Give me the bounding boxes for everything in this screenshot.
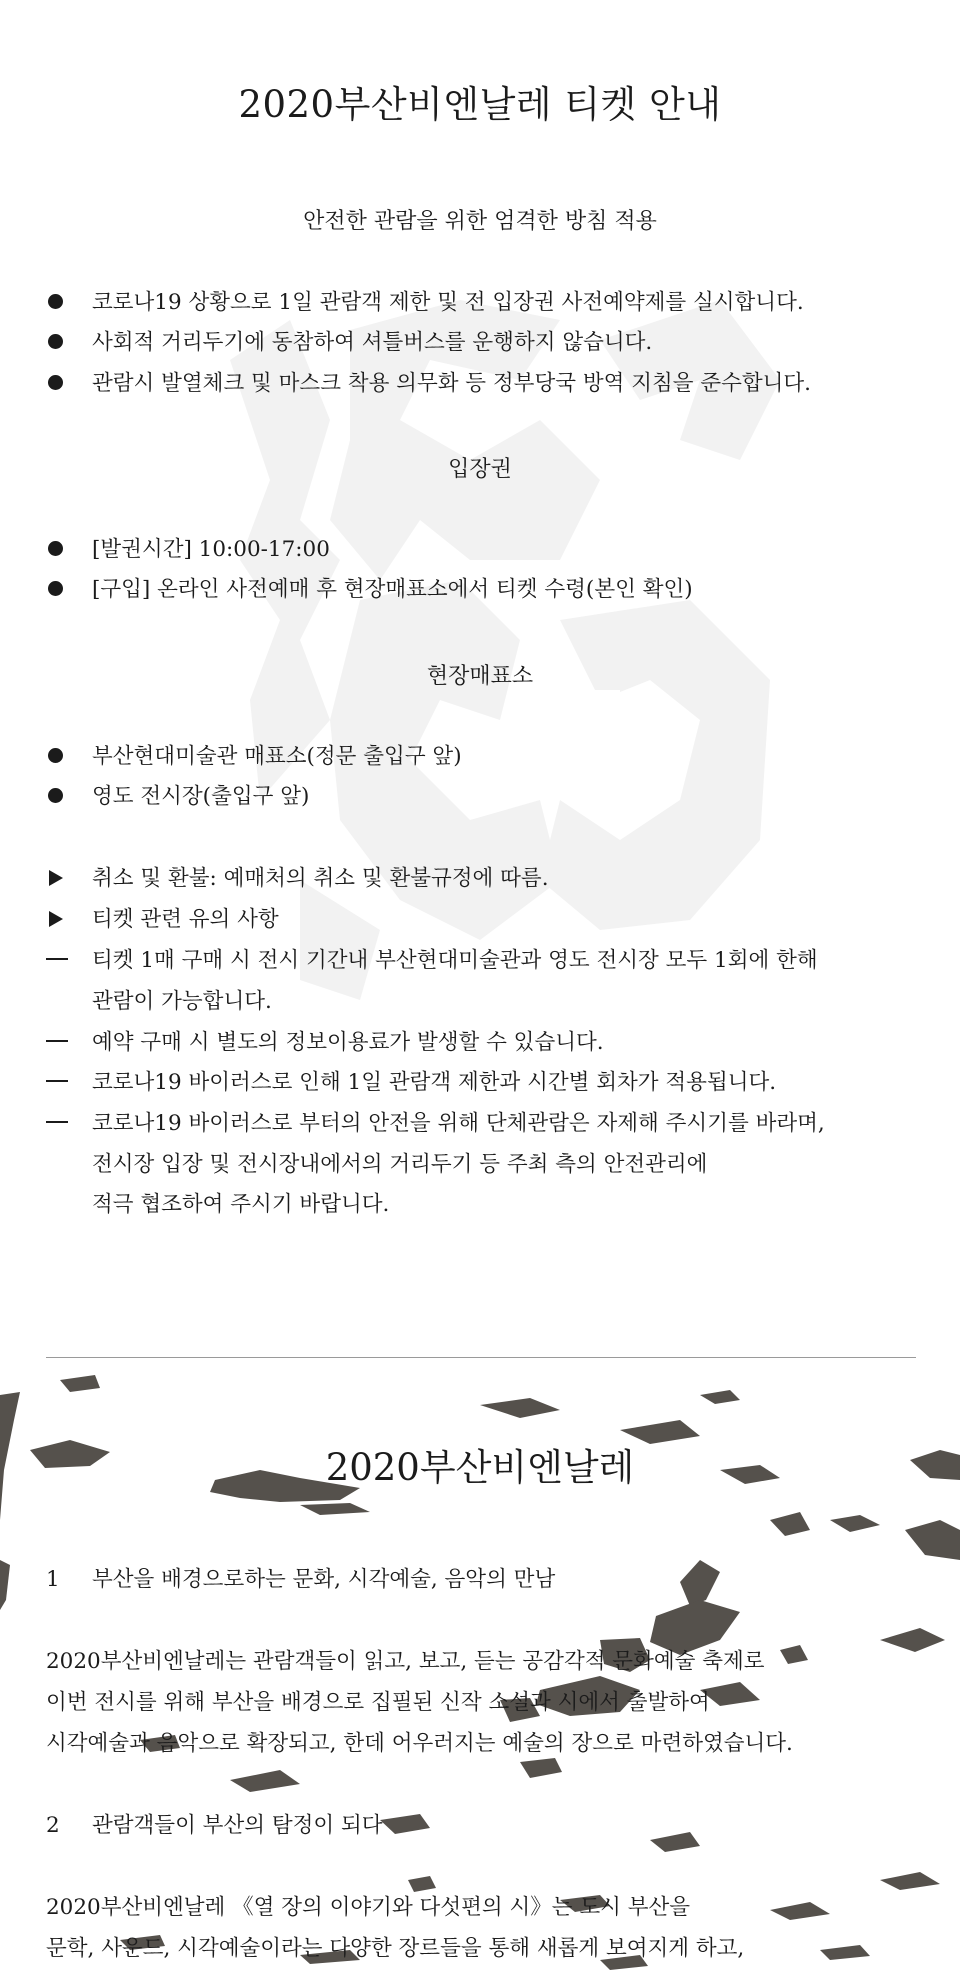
dash-bullet-icon (46, 1080, 68, 1082)
bullet-dot-icon (48, 334, 63, 349)
notice-item: 취소 및 환불: 예매처의 취소 및 환불규정에 따름. (46, 864, 549, 894)
watermark-logo (230, 300, 780, 1000)
box-office-heading: 현장매표소 (426, 664, 534, 689)
note-item: 코로나19 바이러스로 부터의 안전을 위해 단체관람은 자제해 주시기를 바라며, (46, 1109, 825, 1139)
note-continuation: 적극 협조하여 주시기 바랍니다. (92, 1192, 390, 1217)
bullet-dot-icon (48, 375, 63, 390)
section-heading: 2 관람객들이 부산의 탐정이 되다 (46, 1813, 383, 1838)
admission-item: [구입] 온라인 사전예매 후 현장매표소에서 티켓 수령(본인 확인) (46, 575, 693, 605)
policy-item: 관람시 발열체크 및 마스크 착용 의무화 등 정부당국 방역 지침을 준수합니다. (46, 369, 811, 399)
note-continuation: 전시장 입장 및 전시장내에서의 거리두기 등 주최 측의 안전관리에 (92, 1152, 708, 1177)
dash-bullet-icon (46, 1040, 68, 1042)
section-heading: 1 부산을 배경으로하는 문화, 시각예술, 음악의 만남 (46, 1567, 556, 1592)
section-divider (46, 1357, 916, 1358)
box-office-item: 부산현대미술관 매표소(정문 출입구 앞) (46, 742, 462, 772)
admission-item: [발권시간] 10:00-17:00 (46, 535, 330, 565)
note-continuation: 관람이 가능합니다. (92, 989, 272, 1014)
note-item: 예약 구매 시 별도의 정보이용료가 발생할 수 있습니다. (46, 1028, 604, 1058)
biennale-title: 2020부산비엔날레 (325, 1446, 635, 1489)
triangle-bullet-icon (49, 870, 63, 886)
admission-heading: 입장권 (448, 457, 512, 482)
bullet-dot-icon (48, 788, 63, 803)
policy-heading: 안전한 관람을 위한 엄격한 방침 적용 (303, 209, 657, 234)
paragraph-line: 시각예술과 음악으로 확장되고, 한데 어우러지는 예술의 장으로 마련하였습니다. (46, 1731, 793, 1756)
ticket-info-title: 2020부산비엔날레 티켓 안내 (238, 83, 722, 126)
bullet-dot-icon (48, 581, 63, 596)
policy-item: 사회적 거리두기에 동참하여 셔틀버스를 운행하지 않습니다. (46, 328, 652, 358)
bullet-dot-icon (48, 294, 63, 309)
bullet-dot-icon (48, 748, 63, 763)
paragraph-line: 2020부산비엔날레 《열 장의 이야기와 다섯편의 시》는 도시 부산을 (46, 1895, 691, 1920)
paragraph-line: 문학, 사운드, 시각예술이라는 다양한 장르들을 통해 새롭게 보여지게 하고, (46, 1936, 745, 1961)
triangle-bullet-icon (49, 911, 63, 927)
note-item: 티켓 1매 구매 시 전시 기간내 부산현대미술관과 영도 전시장 모두 1회에 한해 (46, 946, 818, 976)
box-office-item: 영도 전시장(출입구 앞) (46, 782, 309, 812)
notice-item: 티켓 관련 유의 사항 (46, 905, 279, 935)
paragraph-line: 2020부산비엔날레는 관람객들이 읽고, 보고, 듣는 공감각적 문화예술 축제로 (46, 1649, 765, 1674)
dash-bullet-icon (46, 1121, 68, 1123)
paragraph-line: 이번 전시를 위해 부산을 배경으로 집필된 신작 소설과 시에서 출발하여 (46, 1690, 710, 1715)
note-item: 코로나19 바이러스로 인해 1일 관람객 제한과 시간별 회차가 적용됩니다. (46, 1068, 776, 1098)
dash-bullet-icon (46, 958, 68, 960)
bullet-dot-icon (48, 541, 63, 556)
policy-item: 코로나19 상황으로 1일 관람객 제한 및 전 입장권 사전예약제를 실시합니다. (46, 288, 804, 318)
